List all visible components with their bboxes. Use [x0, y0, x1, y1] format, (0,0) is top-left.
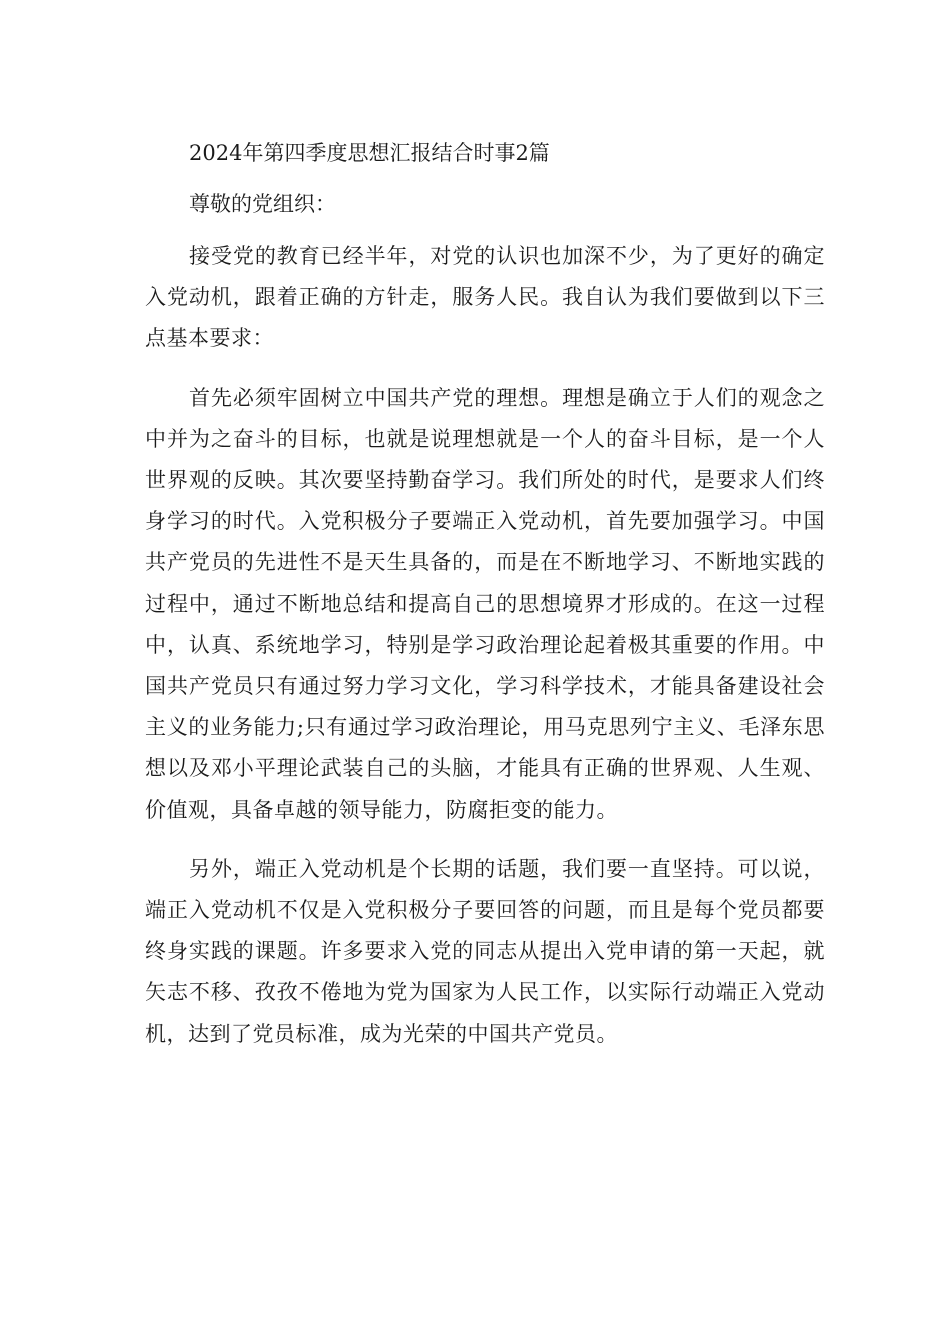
paragraph-intro: 接受党的教育已经半年，对党的认识也加深不少，为了更好的确定入党动机，跟着正确的方针走，服务人民。我自认为我们要做到以下三点基本要求： — [145, 244, 825, 351]
document-body — [145, 130, 825, 1055]
document-title: 2024年第四季度思想汇报结合时事2篇 — [189, 141, 550, 165]
salutation: 尊敬的党组织： — [189, 192, 336, 216]
paragraph-ideals-and-study: 首先必须牢固树立中国共产党的理想。理想是确立于人们的观念之中并为之奋斗的目标，也就是说理想就是一个人的奋斗目标，是一个人世界观的反映。其次要坚持勤奋学习。我们所处的时代，是要求人们终身学习的时代。入党积极分子要端正入党动机，首先要加强学习。中国共产党员的先进性不是天生具备的，而是在不断地学习、不断地实践的过程中，通过不断地总结和提高自己的思想境界才形成的。在这一过程中，认真、系统地学习，特别是学习政治理论起着极其重要的作用。中国共产党员只有通过努力学习文化，学习科学技术，才能具备建设社会主义的业务能力;只有通过学习政治理论，用马克思列宁主义、毛泽东思想以及邓小平理论武装自己的头脑，才能具有正确的世界观、人生观、价值观，具备卓越的领导能力，防腐拒变的能力。 — [145, 385, 825, 822]
paragraph-motivation: 另外，端正入党动机是个长期的话题，我们要一直坚持。可以说，端正入党动机不仅是入党积极分子要回答的问题，而且是每个党员都要终身实践的课题。许多要求入党的同志从提出入党申请的第一天起，就矢志不移、孜孜不倦地为党为国家为人民工作，以实际行动端正入党动机，达到了党员标准，成为光荣的中国共产党员。 — [145, 856, 825, 1046]
